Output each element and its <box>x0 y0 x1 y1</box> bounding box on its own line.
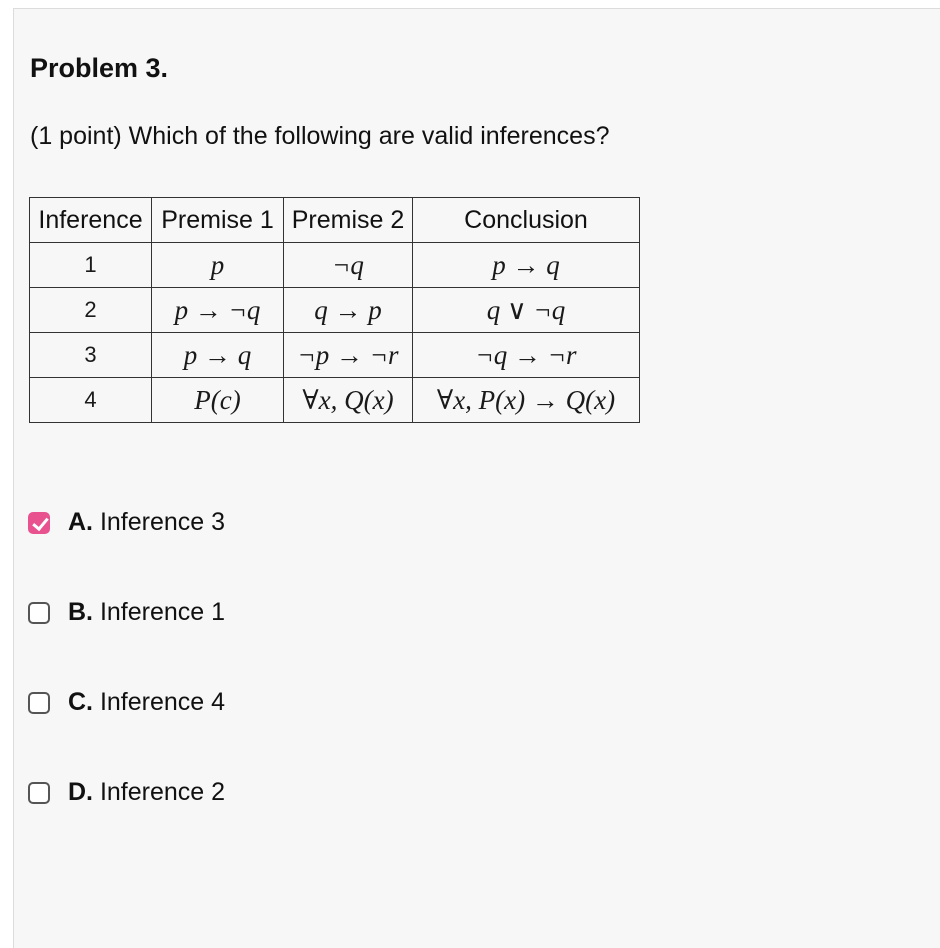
checkbox-icon[interactable] <box>28 782 50 804</box>
checkbox-checked-icon[interactable] <box>28 512 50 534</box>
header-premise-2: Premise 2 <box>284 198 413 243</box>
row-number: 2 <box>30 288 152 333</box>
problem-title: Problem 3. <box>30 53 169 83</box>
premise-1-cell: p → q <box>152 333 284 378</box>
table-row <box>30 378 640 423</box>
premise-1-cell: P(c) <box>152 378 284 423</box>
premise-2-cell: q → p <box>284 288 413 333</box>
checkbox-icon[interactable] <box>28 602 50 624</box>
option-text: Inference 4 <box>99 688 226 716</box>
option-text: Inference 3 <box>99 508 226 536</box>
table-row <box>30 333 640 378</box>
header-inference: Inference <box>30 198 152 243</box>
option-letter: B. <box>68 598 93 626</box>
option-c-label <box>68 688 225 717</box>
table-row <box>30 288 640 333</box>
option-c[interactable] <box>28 688 225 717</box>
premise-2-cell: ¬q <box>284 243 413 288</box>
option-letter: A. <box>68 508 93 536</box>
option-b-label <box>68 598 225 627</box>
table-row <box>30 243 640 288</box>
conclusion-cell: q ∨ ¬q <box>413 288 640 333</box>
conclusion-cell: ¬q → ¬r <box>413 333 640 378</box>
option-d-label <box>68 778 225 807</box>
option-text: Inference 1 <box>99 598 226 626</box>
header-premise-1: Premise 1 <box>152 198 284 243</box>
option-a[interactable] <box>28 508 225 537</box>
option-a-label <box>68 508 225 537</box>
header-conclusion: Conclusion <box>413 198 640 243</box>
option-d[interactable] <box>28 778 225 807</box>
problem-question: (1 point) Which of the following are valid inferences? <box>30 122 610 150</box>
problem-panel <box>13 8 940 948</box>
row-number: 4 <box>30 378 152 423</box>
option-letter: D. <box>68 778 93 806</box>
conclusion-cell: p → q <box>413 243 640 288</box>
row-number: 1 <box>30 243 152 288</box>
conclusion-cell: ∀x, P(x) → Q(x) <box>413 378 640 423</box>
option-text: Inference 2 <box>99 778 226 806</box>
premise-1-cell: p <box>152 243 284 288</box>
option-letter: C. <box>68 688 93 716</box>
premise-1-cell: p → ¬q <box>152 288 284 333</box>
option-b[interactable] <box>28 598 225 627</box>
row-number: 3 <box>30 333 152 378</box>
premise-2-cell: ∀x, Q(x) <box>284 378 413 423</box>
table-header-row <box>30 198 640 243</box>
inference-table <box>29 197 640 423</box>
checkbox-icon[interactable] <box>28 692 50 714</box>
premise-2-cell: ¬p → ¬r <box>284 333 413 378</box>
